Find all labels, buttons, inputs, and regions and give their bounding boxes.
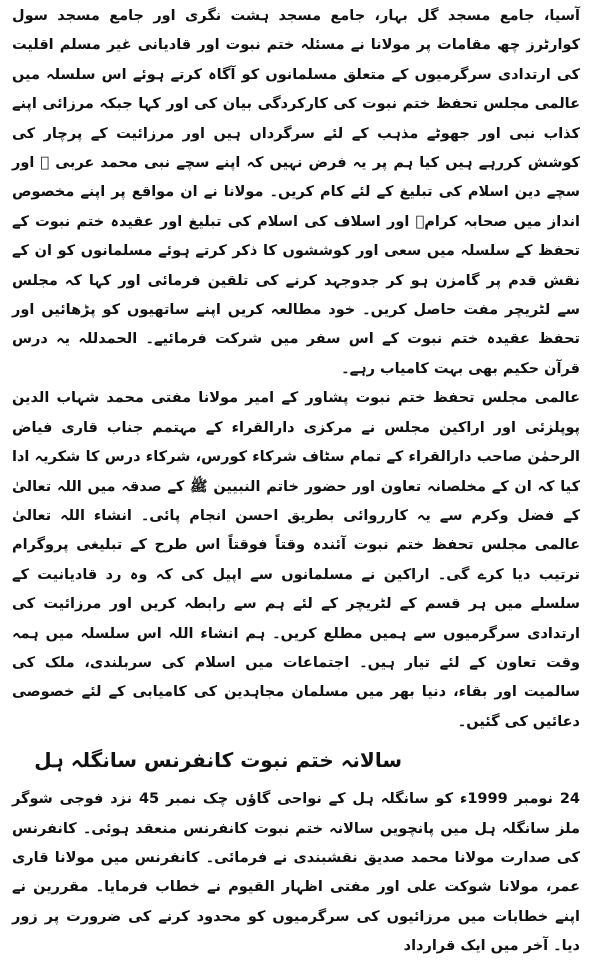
paragraph-1: آسیا، جامع مسجد گل بہار، جامع مسجد ہشت نگری اور جامع مسجد سول کوارٹرز چھ مقامات پر مولانا نے مسئلہ ختم نبوت اور قادیانی غیر مسلم اقلیت کی ارتدادی سرگرمیوں کے متعلق مسلمانوں کو آگاہ کرتے ہوئے اس سلسلہ میں عالمی مجلس تحفظ ختم نبوت کی کارکردگی بیان کی اور کہا جبکہ مرزائی اپنے کذاب نبی اور جھوٹے مذہب کے لئے سرگرداں ہیں اور مرزائیت کے پرچار کی کوشش کررہے ہیں کیا ہم پر یہ فرض نہیں کہ اپنے سچے نبی محمد عربی ﷺ اور سچے دین اسلام کی تبلیغ کے لئے کام کریں۔ مولانا نے ان مواقع پر اپنے مخصوص انداز میں صحابہ کرامؓ اور اسلاف کی اسلام کی تبلیغ اور عقیدہ ختم نبوت کے تحفظ کے سلسلہ میں سعی اور کوششوں کا ذکر کرتے ہوئے مسلمانوں کو ان کے نقش قدم پر گامزن ہو کر جدوجہد کرنے کی تلقین فرمائی اور کہا کہ مجلس سے لٹریچر مفت حاصل کریں۔ خود مطالعہ کریں اپنے ساتھیوں کو پڑھائیں اور تحفظ عقیدہ ختم نبوت کے اس سفر میں شرکت فرمائیے۔ الحمدللہ یہ درس قرآن حکیم بھی بہت کامیاب رہے۔	[12, 8, 580, 377]
paragraph-3: 24 نومبر 1999ء کو سانگلہ ہل کے نواحی گاؤں چک نمبر 45 نزد فوجی شوگر ملز سانگلہ ہل میں پانچویں سالانہ ختم نبوت کانفرنس منعقد ہوئی۔ کانفرنس کی صدارت مولانا محمد صدیق نقشبندی نے فرمائی۔ کانفرنس میں مولانا قاری عمر، مولانا شوکت علی اور مفتی اظہار القیوم نے خطاب فرمایا۔ مقررین نے اپنے خطابات میں مرزائیوں کی سرگرمیوں کو محدود کرنے کی ضرورت پر زور دیا۔ آخر میں ایک قرارداد	[12, 791, 580, 955]
section-heading: سالانہ ختم نبوت کانفرنس سانگلہ ہل	[34, 748, 402, 773]
paragraph-2: عالمی مجلس تحفظ ختم نبوت پشاور کے امیر مولانا مفتی محمد شہاب الدین پوپلزئی اور اراکین مجلس نے مرکزی دارالقراء کے مہتمم جناب قاری فیاض الرحمٰن صاحب دارالقراء کے تمام سٹاف شرکاء کورس، شرکاء درس کا شکریہ ادا کیا کہ ان کے مخلصانہ تعاون اور حضور خاتم النبیین ﷺ کے صدقہ میں اللہ تعالیٰ کے فضل وکرم سے یہ کارروائی بطریق احسن انجام پائی۔ انشاء اللہ تعالیٰ عالمی مجلس تحفظ ختم نبوت آئندہ وقتاً فوقتاً اس طرح کے تبلیغی پروگرام ترتیب دیا کرے گی۔ اراکین نے مسلمانوں سے اپیل کی کہ وہ رد قادیانیت کے سلسلے میں ہر قسم کے لٹریچر کے لئے ہم سے رابطہ کریں اور مرزائیت کی ارتدادی سرگرمیوں سے ہمیں مطلع کریں۔ ہم انشاء اللہ اس سلسلہ میں ہمہ وقت تعاون کے لئے تیار ہیں۔ اجتماعات میں اسلام کی سربلندی، ملک کی سالمیت اور بقاء، دنیا بھر میں مسلمان مجاہدین کی کامیابی کے لئے خصوصی دعائیں کی گئیں۔	[12, 390, 580, 730]
